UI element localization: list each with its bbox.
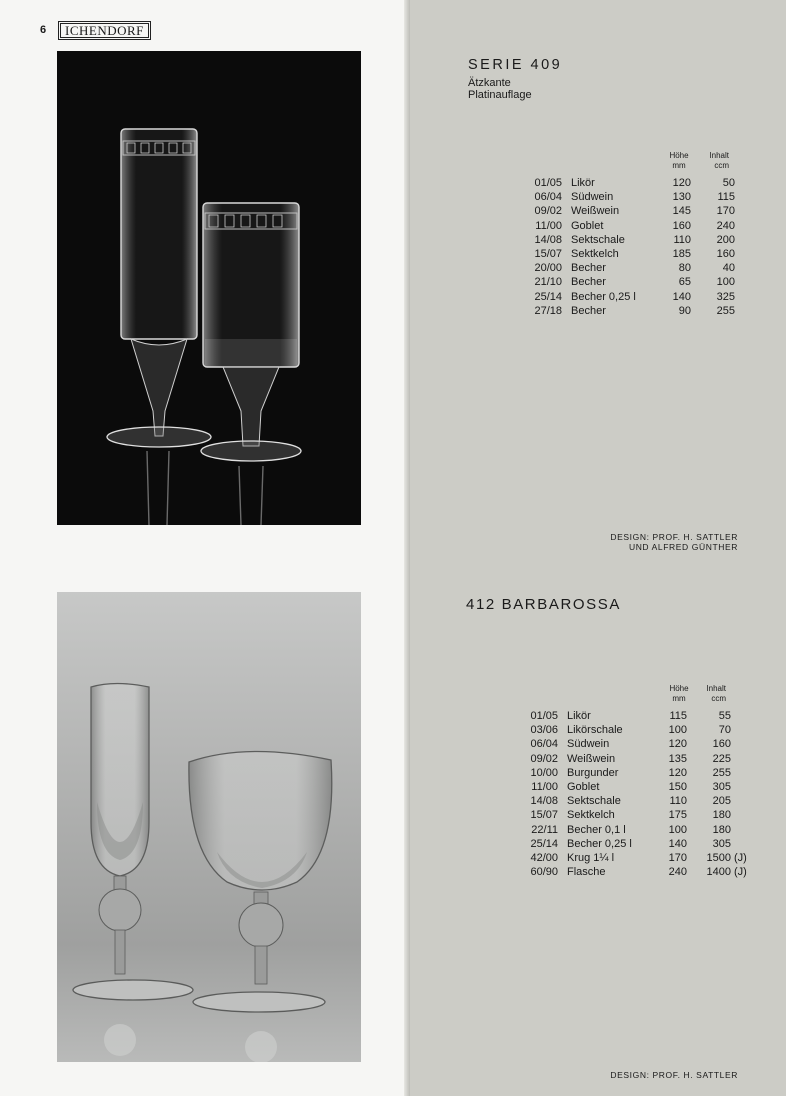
article-note <box>731 794 752 808</box>
article-note <box>731 823 752 837</box>
col-hoehe-unit: mm <box>672 161 686 170</box>
article-volume: 1400 <box>706 866 731 879</box>
page-spine <box>404 0 410 1096</box>
article-code: 01/05 <box>534 177 562 189</box>
article-height: 115 <box>669 710 687 722</box>
table-row <box>518 247 756 261</box>
article-note <box>731 837 752 851</box>
table-row <box>514 723 752 737</box>
article-height: 120 <box>672 177 691 189</box>
article-name: Weißwein <box>571 205 620 218</box>
article-name: Krug 1¼ l <box>567 852 615 865</box>
col-inhalt-unit: ccm <box>711 694 726 703</box>
article-name: Sektschale <box>567 795 621 808</box>
article-code: 15/07 <box>534 248 562 261</box>
serie-409-col-hoehe <box>664 151 694 171</box>
table-row <box>518 290 756 304</box>
article-height: 130 <box>672 191 691 204</box>
article-name: Becher 0,25 l <box>567 837 632 850</box>
table-row <box>514 851 752 865</box>
article-volume: 255 <box>712 766 731 779</box>
article-code: 22/11 <box>531 823 558 836</box>
article-height: 160 <box>672 219 691 232</box>
article-height: 135 <box>668 752 687 765</box>
article-name: Burgunder <box>567 766 619 779</box>
article-height: 120 <box>668 738 687 751</box>
article-volume: 305 <box>712 781 731 794</box>
article-name: Becher 0,1 l <box>567 823 626 836</box>
article-note <box>735 275 756 289</box>
col-hoehe-label: Höhe <box>669 684 689 693</box>
article-note <box>731 752 752 766</box>
article-note <box>731 709 752 723</box>
article-note <box>735 261 756 275</box>
article-note <box>731 766 752 780</box>
article-height: 100 <box>668 724 687 737</box>
col-inhalt-label: Inhalt <box>706 684 726 693</box>
article-name: Likör <box>571 177 595 189</box>
table-row <box>514 737 752 751</box>
article-code: 01/05 <box>530 710 558 722</box>
article-code: 06/04 <box>534 191 562 204</box>
table-row <box>518 275 756 289</box>
article-code: 11/00 <box>535 219 562 232</box>
barbarossa-design-credit: DESIGN: PROF. H. SATTLER <box>610 1070 738 1080</box>
article-name: Becher <box>571 262 606 275</box>
col-hoehe-label: Höhe <box>669 151 689 160</box>
article-note <box>731 808 752 822</box>
article-note <box>731 737 752 751</box>
barbarossa-glasses-illustration <box>57 592 361 1062</box>
article-volume: 325 <box>716 290 735 303</box>
article-name: Likör <box>567 710 591 722</box>
article-note <box>735 219 756 233</box>
barbarossa-table <box>514 709 752 879</box>
article-code: 06/04 <box>530 738 558 751</box>
table-row <box>514 823 752 837</box>
article-volume: 100 <box>716 276 735 289</box>
article-name: Becher <box>571 276 606 289</box>
serie-409-subtitle <box>468 77 532 101</box>
article-name: Sektkelch <box>571 248 619 261</box>
article-name: Becher <box>571 304 606 317</box>
table-row <box>514 780 752 794</box>
article-volume: 170 <box>716 205 735 218</box>
article-volume: 70 <box>718 724 731 737</box>
brand-name: ICHENDORF <box>60 23 149 38</box>
table-row <box>518 219 756 233</box>
barbarossa-col-inhalt <box>696 684 726 704</box>
article-code: 11/00 <box>531 781 558 794</box>
serie-409-photo <box>57 51 361 525</box>
article-code: 03/06 <box>530 724 558 737</box>
serie-409-glasses-illustration <box>57 51 361 525</box>
article-volume: 180 <box>712 809 731 822</box>
article-height: 185 <box>672 248 691 261</box>
article-volume: 50 <box>722 177 735 189</box>
article-code: 21/10 <box>534 276 562 289</box>
article-code: 27/18 <box>534 304 562 317</box>
table-row <box>514 837 752 851</box>
article-volume: 115 <box>717 191 735 204</box>
article-height: 240 <box>668 866 687 879</box>
table-row <box>514 766 752 780</box>
serie-409-table <box>518 176 756 318</box>
col-hoehe-unit: mm <box>672 694 686 703</box>
article-code: 14/08 <box>534 233 562 246</box>
article-code: 14/08 <box>530 795 558 808</box>
article-code: 10/00 <box>530 766 558 779</box>
brand-logo <box>58 21 151 40</box>
article-name: Sektschale <box>571 233 625 246</box>
article-height: 80 <box>678 262 691 275</box>
serie-409-col-inhalt <box>699 151 729 171</box>
table-row <box>514 808 752 822</box>
page-number: 6 <box>40 24 47 36</box>
subtitle-line-2: Platinauflage <box>468 89 532 101</box>
article-volume: 200 <box>716 233 735 246</box>
article-height: 140 <box>668 837 687 850</box>
article-note <box>735 247 756 261</box>
credit-line-1: DESIGN: PROF. H. SATTLER <box>610 532 738 542</box>
table-row <box>518 190 756 204</box>
article-code: 25/14 <box>534 290 562 303</box>
table-row <box>514 709 752 723</box>
article-volume: 240 <box>716 219 735 232</box>
article-code: 42/00 <box>530 852 558 865</box>
table-row <box>518 304 756 318</box>
article-name: Südwein <box>567 738 610 751</box>
article-volume: 160 <box>712 738 731 751</box>
table-row <box>518 261 756 275</box>
article-name: Südwein <box>571 191 614 204</box>
article-name: Flasche <box>567 866 606 879</box>
article-code: 09/02 <box>534 205 562 218</box>
article-volume: 305 <box>712 837 731 850</box>
article-height: 170 <box>668 852 687 865</box>
article-height: 145 <box>672 205 691 218</box>
article-volume: 205 <box>712 795 731 808</box>
article-note: (J) <box>734 866 747 879</box>
article-volume: 225 <box>712 752 731 765</box>
article-height: 110 <box>673 233 691 246</box>
article-volume: 1500 <box>706 852 731 865</box>
article-volume: 180 <box>712 823 731 836</box>
subtitle-line-1: Ätzkante <box>468 77 511 89</box>
article-height: 150 <box>668 781 687 794</box>
table-row <box>514 794 752 808</box>
table-row <box>514 865 752 879</box>
col-inhalt-unit: ccm <box>714 161 729 170</box>
article-height: 65 <box>678 276 691 289</box>
barbarossa-photo <box>57 592 361 1062</box>
article-name: Becher 0,25 l <box>571 290 636 303</box>
article-code: 25/14 <box>530 837 558 850</box>
article-name: Goblet <box>571 219 604 232</box>
article-note <box>731 723 752 737</box>
article-note: (J) <box>734 852 747 865</box>
article-volume: 160 <box>716 248 735 261</box>
credit-line-2: UND ALFRED GÜNTHER <box>628 542 738 552</box>
article-note <box>735 290 756 304</box>
article-height: 120 <box>668 766 687 779</box>
table-row <box>514 752 752 766</box>
article-height: 100 <box>668 823 687 836</box>
article-volume: 255 <box>716 304 735 317</box>
article-note <box>735 190 756 204</box>
article-note <box>735 176 756 190</box>
table-row <box>518 204 756 218</box>
serie-409-design-credit <box>438 532 738 552</box>
serie-409-title: SERIE 409 <box>468 57 563 73</box>
article-code: 20/00 <box>534 262 562 275</box>
barbarossa-title: 412 BARBAROSSA <box>466 596 621 613</box>
article-note <box>735 304 756 318</box>
article-height: 140 <box>672 290 691 303</box>
article-volume: 55 <box>718 710 731 722</box>
article-code: 15/07 <box>530 809 558 822</box>
article-name: Sektkelch <box>567 809 615 822</box>
article-name: Weißwein <box>567 752 616 765</box>
barbarossa-col-hoehe <box>664 684 694 704</box>
article-name: Likörschale <box>567 724 623 737</box>
article-name: Goblet <box>567 781 600 794</box>
article-code: 60/90 <box>530 866 558 879</box>
col-inhalt-label: Inhalt <box>709 151 729 160</box>
article-code: 09/02 <box>530 752 558 765</box>
article-volume: 40 <box>722 262 735 275</box>
table-row <box>518 233 756 247</box>
article-note <box>735 204 756 218</box>
article-height: 110 <box>669 795 687 808</box>
table-row <box>518 176 756 190</box>
article-height: 90 <box>678 304 691 317</box>
article-note <box>735 233 756 247</box>
article-note <box>731 780 752 794</box>
article-height: 175 <box>668 809 687 822</box>
